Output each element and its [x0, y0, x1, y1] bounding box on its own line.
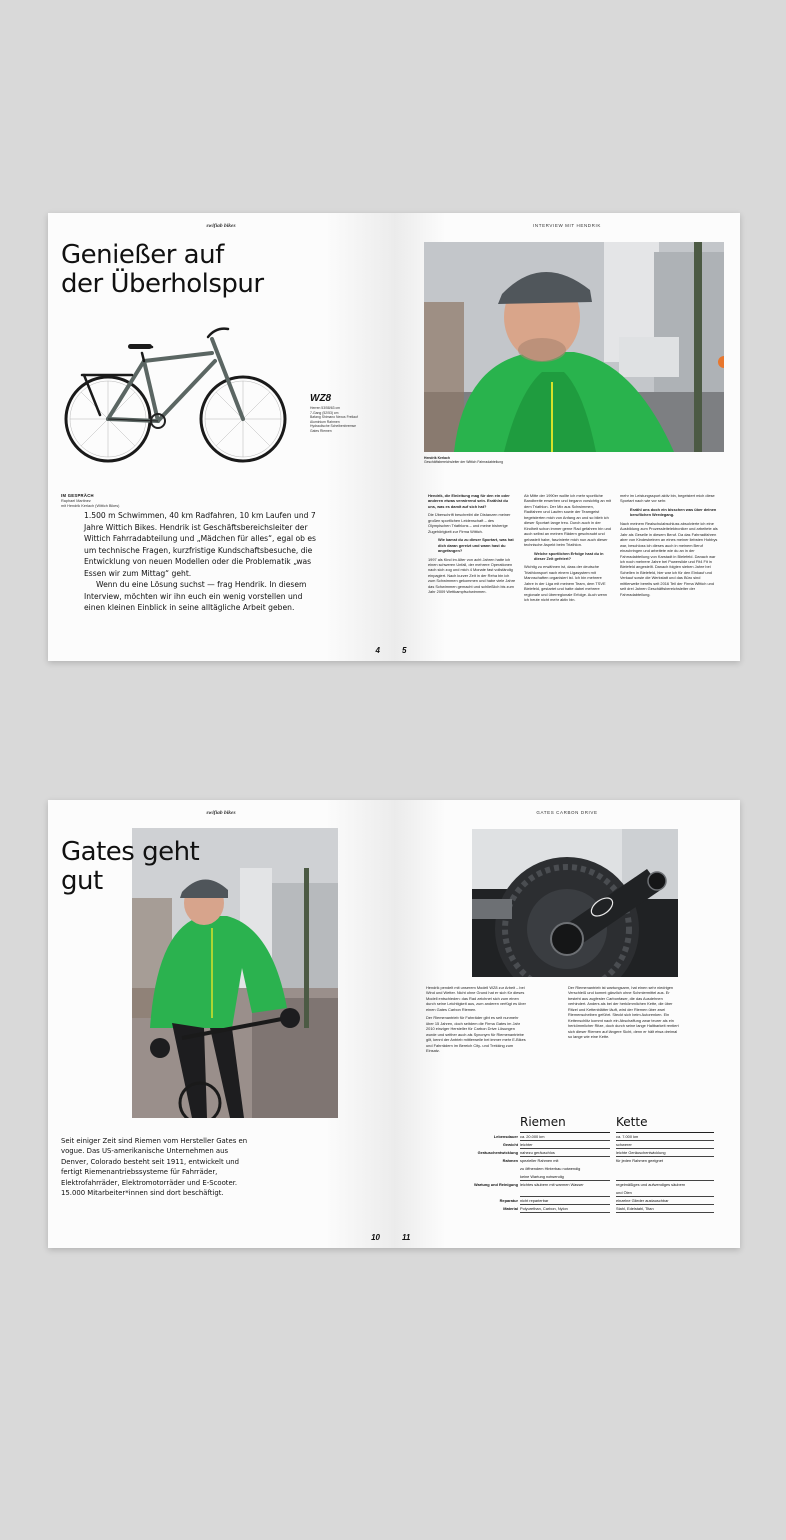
caption-name: Hendrik Kerlach — [424, 456, 451, 460]
interview-answer: Ab Mitte der 1990er wollte ich mehr sportliche Bandbreite erwerben und begann vorsichtig an mit dem Triathlon. Der Mix aus Schwimmen, Radfahren und Laufen sowie der Teamgeist begeisterten mich von Anfang an und so blieb ich dieser Sportart lange treu. Durch auch in der Kindheit schon immer gerne Rad gefahren bin und auch selbst an meinen Rädern geschraubt und gebastelt habe, faszinierte mich nun auch dieser technische Aspekt beim Triathlon. — [524, 493, 611, 548]
model-spec-line: Herren 53/58/63 cm — [310, 406, 340, 410]
magazine-spread-gates — [48, 800, 740, 1248]
article-paragraph: Der Riemenantrieb ist wartungsarm, hat einen sehr niedrigen Verschleiß und kommt gänzlich ohne Schmiermittel aus. Er besteht aus zugfester Carbonfaser, die das Ausdehnen verhindert. Anders als bei der herkömmlichen Kette, die über Ritzel und Kettenblätter läuft, wird der Riemen über zwei Riemenscheiben geführt. Steckt sich beim Autorenken. Ein Kettenschlitz kommt nach ein Abschaffung zwar teurer als ein herkömmlicher Ritze, doch durch seine lange Haltbarkeit rentiert sich dieser Riemen auf längere Sicht, denn er hält etwa dreimal so lange wie eine Kette. — [568, 985, 679, 1040]
interview-answer: Nach meinem Realschulabschluss absolvierte ich eine Ausbildung zum Prozessleitelektroniker und arbeitete als Jahr als Geselle in diesem Beruf. Da das Fahrradfahren aber von Kindesbeinen an eines meiner liebsten Hobbys war, beschloss ich dieses auch in meinem Beruf einzubringen und arbeitete wie du an in der Fahrradabteilung von Karstadt in Bielefeld. Danach war ich noch mehrere Jahre bei Powerslide und Fit4 Fit in Bielefeld angestellt. Danach folgten sieben Jahre bei Schellen in Bielefeld, hier war ich für den Einkauf und Verkauf sowie die Werkstatt und das Büro sind mittlerweile bereits seit 2016 Teil der Firma Wittich und seit drei Jahren Geschäftsbereichsleiter der Fahrradabteilung. — [620, 520, 718, 597]
row-value-kette: schwerer — [616, 1142, 632, 1147]
crank-photo-illustration — [472, 829, 678, 977]
table-header-kette: Kette — [616, 1115, 648, 1129]
row-value-riemen: nicht reparierbar — [520, 1198, 549, 1203]
table-row — [474, 1165, 714, 1173]
table-row — [474, 1157, 714, 1165]
interview-answer: 1997 als Kind im Alter von acht Jahren hatte ich einen schweren Unfall, der mehrere Operationen nach sich zog und mich 4 Monate fast vollständig einpagiert. Nach kurzer Zeit in der Reha bin ich zum Schwimmen gekommen und habe viele Jahre das Schwimmen gemacht und schließlich bis zum Jahr 2009 Wettkampfschwimmen. — [428, 556, 516, 595]
table-row — [474, 1133, 714, 1141]
headline-line-1: Gates geht — [61, 837, 200, 867]
row-value-kette: und Ölen — [616, 1190, 632, 1195]
page-headline — [61, 838, 199, 896]
model-spec-line: Gates Riemen — [310, 428, 332, 433]
text-column-3 — [620, 493, 720, 600]
intro-text — [84, 510, 322, 614]
interview-question: Wie kamst du zu dieser Sportart, was hat dich daran gereizt und wann hast du angefangen? — [438, 537, 514, 554]
photo-caption — [424, 456, 503, 465]
row-value-kette: Stahl, Edelstahl, Titan — [616, 1206, 654, 1211]
row-value-kette: einzelne Glieder austauschbar — [616, 1198, 669, 1203]
interview-answer: Wichtig zu erwähnen ist, dass der deutsche Triathlonsport nach einem Ligasystem mit Mannschaften organisiert ist. Ich bin mehrere Jahre in der Liga mit meinem Team, dem TSVE Bielefeld, gestartet und hatte dabei mehrere regionale und überregionale Erfolge. Auch wenn ich heute nicht mehr aktiv bin. — [524, 564, 608, 603]
text-column-1 — [428, 493, 516, 598]
model-title: WZ8 — [310, 393, 332, 404]
caption-role: Geschäftsbereichsleiter der Wittich Fahrradabteilung — [424, 460, 503, 465]
page-10 — [48, 800, 394, 1248]
interview-question: Hendrik, die Einleitung mag für den ein oder anderen etwas verwirrend sein. Erzählst du uns, was es damit auf sich hat? — [428, 493, 510, 509]
row-label: Wartung und Reinigung — [474, 1182, 518, 1187]
row-value-kette: für jeden Rahmen geeignet — [616, 1158, 663, 1163]
running-head-brand: swifiab bikes — [206, 223, 236, 229]
page-11 — [394, 800, 740, 1248]
interview-credit-subject: mit Hendrik Kerlach (Wittich Bikes) — [61, 504, 120, 508]
model-spec-line: Aluminium Rahmen — [310, 419, 340, 424]
running-head-section: GATES CARBON DRIVE — [536, 810, 598, 815]
page-number: 11 — [402, 1233, 411, 1242]
page-number: 5 — [402, 646, 407, 655]
table-row — [474, 1173, 714, 1181]
row-value-riemen: nahezu geräuschlos — [520, 1150, 555, 1155]
row-value-riemen: leichter — [520, 1142, 533, 1147]
row-label: Rahmen — [502, 1158, 518, 1163]
row-value-riemen: spezieller Rahmen mit — [520, 1158, 559, 1163]
model-spec-line: Bafang Shimano Nexus Freilauf — [310, 415, 358, 420]
table-header-riemen: Riemen — [520, 1115, 566, 1129]
table-row — [474, 1189, 714, 1197]
page-number: 10 — [371, 1233, 380, 1242]
crank-photo — [472, 829, 678, 977]
interview-question: Erzähl uns doch ein bisschen was über deinen beruflichen Werdegang. — [630, 506, 717, 518]
row-value-kette: leichte Geräuschentwicklung — [616, 1150, 666, 1155]
interview-credit — [61, 499, 181, 509]
row-label: Geräuschentwicklung — [477, 1150, 518, 1155]
bike-illustration — [60, 317, 290, 465]
page-headline — [61, 241, 264, 299]
interview-answer: mehr im Leistungssport aktiv bin, begeistert mich diese Sportart nach wie vor sehr. — [620, 493, 715, 504]
portrait-photo-illustration — [424, 242, 724, 452]
magazine-spread-interview — [48, 213, 740, 661]
page-4 — [48, 213, 394, 661]
headline-line-1: Genießer auf — [61, 240, 224, 270]
running-head-brand: swifiab bikes — [206, 810, 236, 816]
table-row — [474, 1205, 714, 1213]
text-column-1 — [426, 985, 526, 1056]
row-value-riemen: ca. 20.000 km — [520, 1134, 545, 1139]
article-paragraph: Hendrik pendelt mit unserem Modell WZ8 zur Arbeit – bei Wind und Wetter. Nicht ohne Grund hat er sich für dieses Modell entschieden: das Rad zeichnet sich zum einen durch seine Leichtigkeit aus, zum anderen verfügt es über einen Gates Carbon Riemen. — [426, 985, 526, 1012]
row-label: Reparatur — [499, 1198, 518, 1203]
row-label: Material — [503, 1206, 518, 1211]
table-row — [474, 1197, 714, 1205]
article-paragraph: Der Riemenantrieb für Fahrräder gibt es seit nunmehr über 15 Jahren, doch seitdem die Firma Gates im Jahr 2010 einziger Hersteller für Carbon Drive Lösungen wurde und seither auch als Synonym für Riemenantriebe gilt, kennt der Antrieb mittlerweile bei immer mehr E-Bikes und Fahrrädern im Bereich City- und Trekking zum Einsatz. — [426, 1015, 526, 1053]
row-value-kette: ca. 7.000 km — [616, 1134, 639, 1139]
page-number: 4 — [375, 646, 380, 655]
row-value-kette: regelmäßiges und aufwendiges säubern — [616, 1182, 686, 1187]
gates-intro-text: Seit einiger Zeit sind Riemen vom Hersteller Gates en vogue. Das US-amerikanische Unternehmen aus Denver, Colorado besteht seit 1911, entwickelt und fertigt Riemenantriebssysteme für Fahrräder, Elektrofahrräder, Elektromotorräder und E-Scooter. 15.000 Mitarbeiter*innen sind dort beschäftigt. — [61, 1137, 248, 1198]
intro-paragraph-2: Wenn du eine Lösung suchst — frag Hendrik. In diesem Interview, möchten wir ihn euch ein wenig vorstellen und einen kleinen Einblick in seine alltägliche Arbeit geben. — [84, 580, 307, 612]
portrait-photo — [424, 242, 724, 452]
model-spec-line: Hydraulische Scheibenbremse — [310, 424, 356, 429]
text-column-2 — [524, 493, 612, 606]
interview-credit-author: Raphael Martinez — [61, 499, 91, 503]
headline-line-2: gut — [61, 866, 103, 896]
model-spec-line: 7-Gang (52/53) cm — [310, 410, 339, 415]
table-row — [474, 1141, 714, 1149]
row-value-riemen: Polyurethan, Carbon, Nylon — [520, 1206, 568, 1211]
row-label: Lebensdauer — [493, 1134, 518, 1139]
model-specs — [310, 406, 370, 434]
headline-line-2: der Überholspur — [61, 269, 264, 299]
interview-answer: Die Überschrift beschreibt die Distanzen meiner großen sportlichen Leidenschaft – des Olympischen Triathlons – und meine bisherige Zugehörigkeit zur Firma Wittich. — [428, 512, 511, 534]
intro-paragraph-1: 1.500 m Schwimmen, 40 km Radfahren, 10 km Laufen und 7 Jahre Wittich Bikes. Hendrik ist Geschäftsbereichsleiter der Wittich Fahrradabteilung und „Mädchen für alles“, egal ob es um technische Fragen, kurzfristige Kundschaftsbesuche, die Entwicklung von neuen Modellen oder die Problematik „was Essen wir zum Mittag“ geht. — [84, 511, 317, 578]
row-label: Gewicht — [502, 1142, 518, 1147]
page-5 — [394, 213, 740, 661]
text-column-2 — [568, 985, 680, 1043]
table-row — [474, 1149, 714, 1157]
row-value-riemen: leichtes säubern mit warmen Wasser — [520, 1182, 584, 1187]
row-value-riemen: zu öffnendem Hinterbau notwendig — [520, 1166, 581, 1171]
interview-label: IM GESPRÄCH — [61, 493, 94, 498]
running-head-section: INTERVIEW MIT HENDRIK — [533, 223, 601, 228]
interview-question: Welche sportlichen Erfolge hast du in dieser Zeit gefeiert? — [534, 550, 604, 561]
row-value-riemen: keine Wartung notwendig — [520, 1174, 564, 1179]
table-row — [474, 1181, 714, 1189]
